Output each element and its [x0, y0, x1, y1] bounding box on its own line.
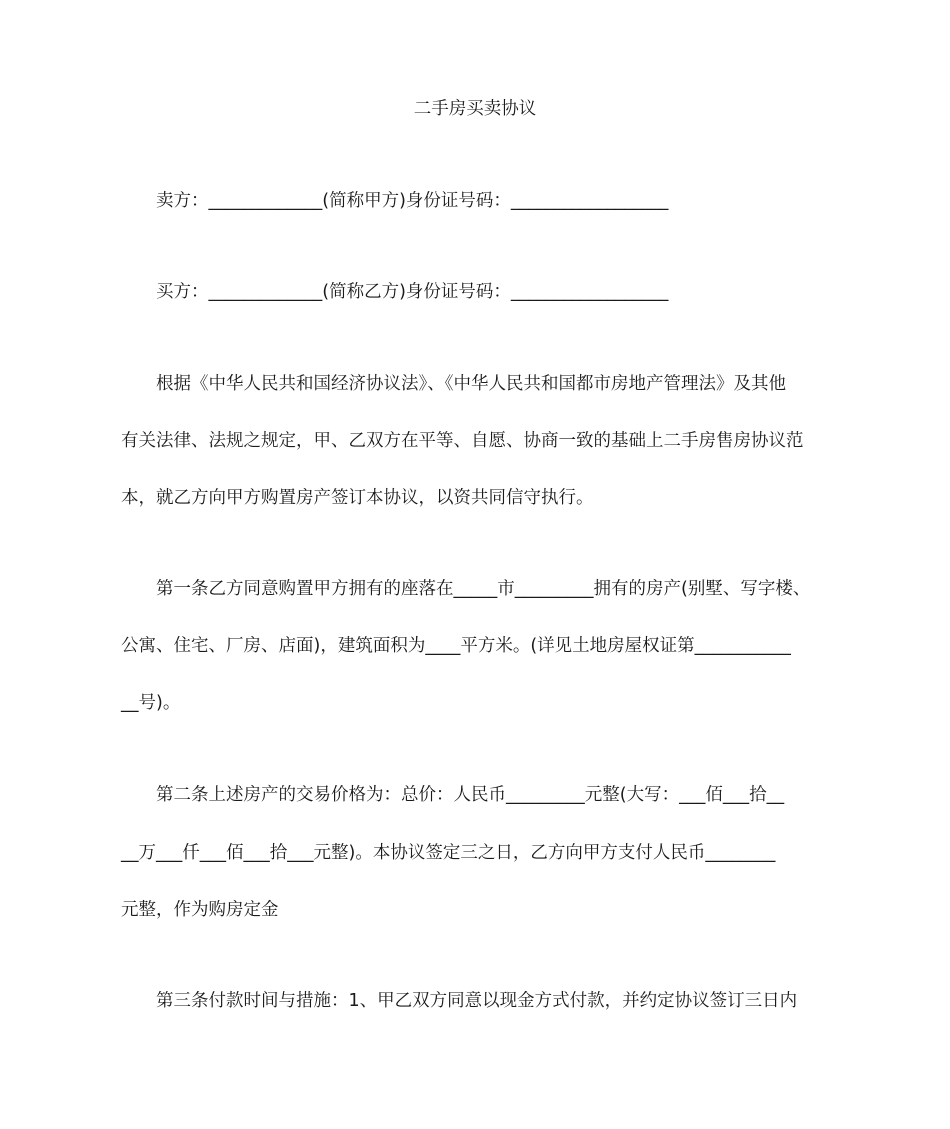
preamble-line-2: 有关法律、法规之规定，甲、乙双方在平等、自愿、协商一致的基础上二手房售房协议范 [121, 431, 804, 451]
seller-line: 卖方：_____________(简称甲方)身份证号码：__________________ [156, 191, 669, 211]
article1-line-1: 第一条乙方同意购置甲方拥有的座落在_____市_________拥有的房产(别墅、写字楼、 [156, 579, 811, 599]
document-title: 二手房买卖协议 [413, 99, 537, 119]
buyer-line: 买方：_____________(简称乙方)身份证号码：__________________ [156, 282, 669, 302]
article3-line-1: 第三条付款时间与措施：1、甲乙双方同意以现金方式付款，并约定协议签订三日内 [156, 991, 798, 1011]
article2-line-3: 元整，作为购房定金 [121, 900, 279, 920]
article2-line-1: 第二条上述房产的交易价格为：总价：人民币_________元整(大写：___佰___拾__ [156, 785, 785, 805]
article1-line-3: __号)。 [121, 693, 181, 713]
article1-line-2: 公寓、住宅、厂房、店面)，建筑面积为____平方米。(详见土地房屋权证第___________ [121, 636, 791, 656]
preamble-line-1: 根据《中华人民共和国经济协议法》、《中华人民共和国都市房地产管理法》及其他 [156, 374, 786, 394]
preamble-line-3: 本，就乙方向甲方购置房产签订本协议，以资共同信守执行。 [121, 488, 594, 508]
article2-line-2: __万___仟___佰___拾___元整)。本协议签定三之日，乙方向甲方支付人民币________ [121, 843, 776, 863]
